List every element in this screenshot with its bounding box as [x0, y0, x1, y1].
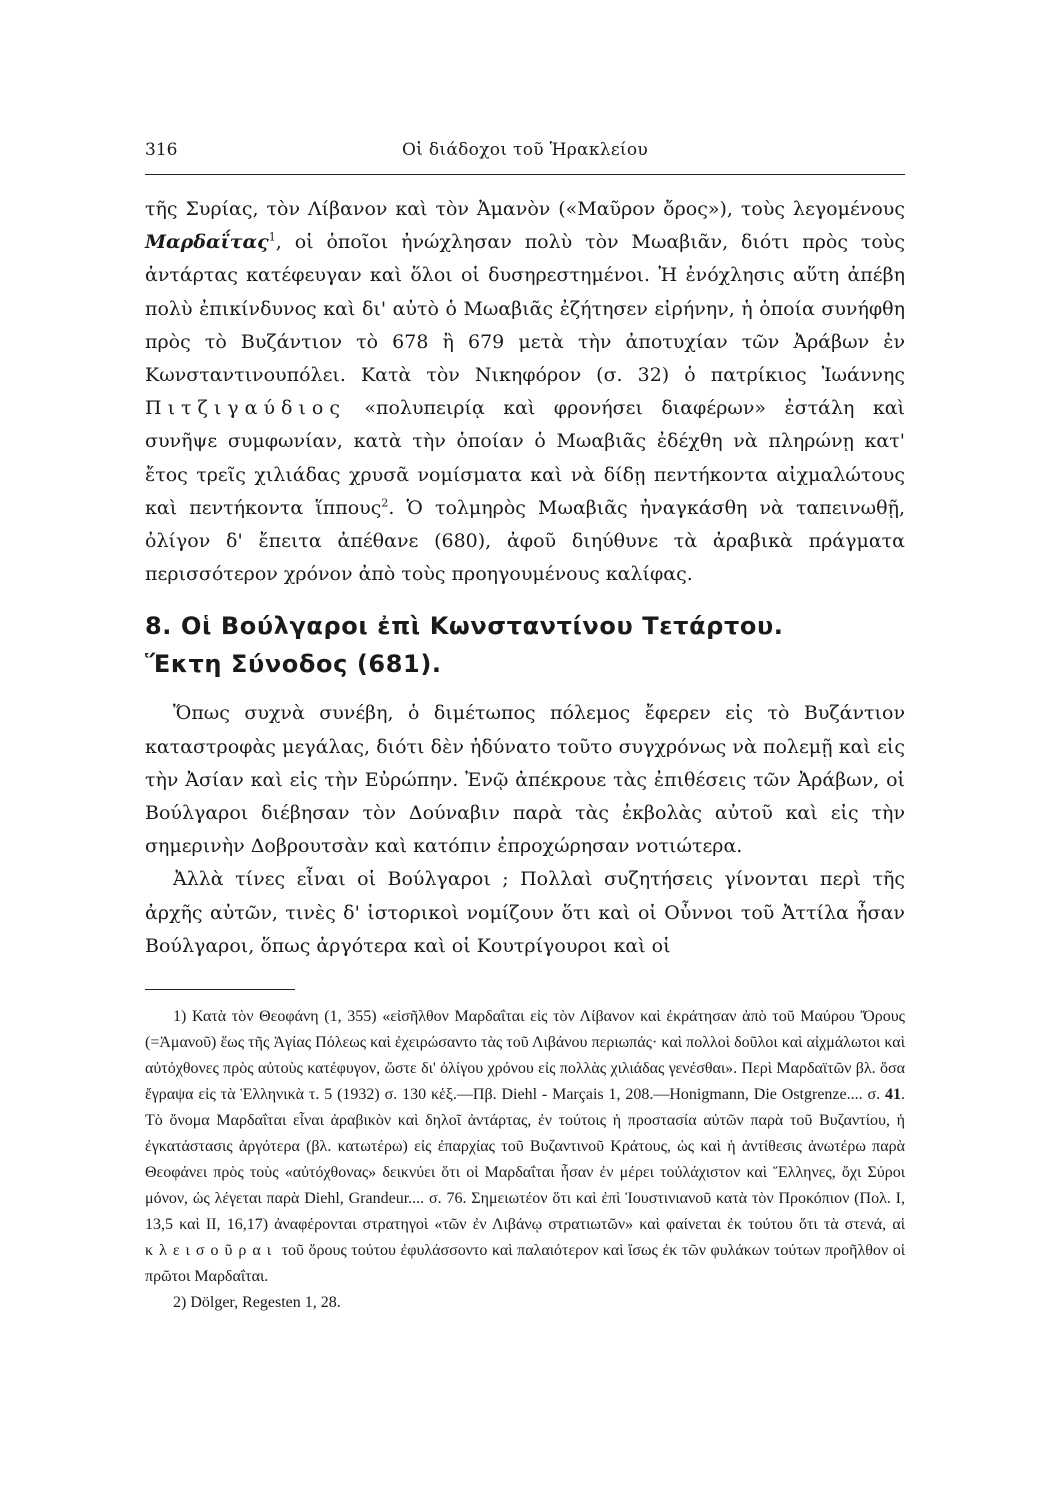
section-heading-line-2: Ἕκτη Σύνοδος (681). — [145, 650, 442, 679]
page-header — [145, 140, 905, 175]
footnote-2: 2) Dölger, Regesten 1, 28. — [173, 1294, 341, 1312]
page-number: 316 — [145, 140, 178, 160]
footnote-1: 1) Κατὰ τὸν Θεοφάνη (1, 355) «εἰσῆλθον Μαρδαΐται εἰς τὸν Λίβανον καὶ ἐκράτησαν ἀπὸ τοῦ Μαύρου Ὄρους (=Ἀμανοῦ) ἕως τῆς Ἁγίας Πόλεως καὶ ἐχειρώσαντο τὰς τοῦ Λιβάνου περιωπάς· καὶ πολλοὶ δοῦλοι καὶ αἰχμάλωτοι καὶ αὐτόχθονες πρὸς αὐτοὺς κατέφυγον, ὥστε δι' ὀλίγου χρόνου εἰς πολλὰς χιλιάδας γενέσθαι». Περὶ Μαρδαϊτῶν βλ. ὅσα ἔγραψα εἰς τὰ Ἑλληνικὰ τ. 5 (1932) σ. 130 κἑξ.—Πβ. Diehl - Marçais 1, 208.—Honigmann, Die Ostgrenze.... σ. 41. Τὸ ὄνομα Μαρδαΐται εἶναι ἀραβικὸν καὶ δηλοῖ ἀντάρτας, ἐν τούτοις ἡ προστασία αὐτῶν παρὰ τοῦ Βυζαντίου, ἡ ἐγκατάστασις ἀργότερα (βλ. κατωτέρω) εἰς ἐπαρχίας τοῦ Βυζαντινοῦ Κράτους, ὡς καὶ ἡ ἀντίθεσις ἀνωτέρω παρὰ Θεοφάνει πρὸς τοὺς «αὐτόχθονας» δεικνύει ὅτι οἱ Μαρδαΐται ἦσαν ἐν μέρει τοὐλάχιστον καὶ Ἕλληνες, ὄχι Σύροι μόνον, ὡς λέγεται παρὰ Diehl, Grandeur.... σ. 76. Σημειωτέον ὅτι καὶ ἐπὶ Ἰουστινιανοῦ κατὰ τὸν Προκόπιον (Πολ. I, 13,5 καὶ II, 16,17) ἀναφέρονται στρατηγοὶ «τῶν ἐν Λιβάνῳ στρατιωτῶν» καὶ φαίνεται ἐκ τούτου ὅτι τὰ στενά, αἱ κλεισοῦραι τοῦ ὄρους τούτου ἐφυλάσσοντο καὶ παλαιότερον καὶ ἴσως ἐκ τῶν φυλάκων τούτων προῆλθον οἱ πρῶτοι Μαρδαΐται. — [145, 1008, 905, 1286]
section-heading-line-1: 8. Οἱ Βούλγαροι ἐπὶ Κωνσταντίνου Τετάρτου. — [145, 612, 784, 641]
page — [145, 140, 905, 1316]
footnote-ref-1: 1 — [268, 230, 276, 244]
paragraph-1: τῆς Συρίας, τὸν Λίβανον καὶ τὸν Ἀμανὸν («Μαῦρον ὄρος»), τοὺς λεγομένους Μαρδαΐτας$^1$, οἱ ὁποῖοι ἠνώχλησαν πολὺ τὸν Μωαβιᾶν, διότι πρὸς τοὺς ἀντάρτας κατέφευγαν καὶ ὅλοι οἱ δυσηρεστημένοι. Ἡ ἐνόχλησις αὕτη ἀπέβη πολὺ ἐπικίνδυνος καὶ δι' αὐτὸ ὁ Μωαβιᾶς ἐζήτησεν εἰρήνην, ἡ ὁποία συνήφθη πρὸς τὸ Βυζάντιον τὸ 678 ἢ 679 μετὰ τὴν ἀποτυχίαν τῶν Ἀράβων ἐν Κωνσταντινουπόλει. Κατὰ τὸν Νικηφόρον (σ. 32) ὁ πατρίκιος Ἰωάννης Πιτζιγαύδιος «πολυπειρίᾳ καὶ φρονήσει διαφέρων» ἐστάλη καὶ συνῆψε συμφωνίαν, κατὰ τὴν ὁποίαν ὁ Μωαβιᾶς ἐδέχθη νὰ πληρώνῃ κατ' ἔτος τρεῖς χιλιάδας χρυσᾶ νομίσματα καὶ νὰ δίδῃ πεντήκοντα αἰχμαλώτους καὶ πεντήκοντα ἵππους$^2$. Ὁ τολμηρὸς Μωαβιᾶς ἠναγκάσθη νὰ ταπεινωθῇ, ὀλίγον δ' ἔπειτα ἀπέθανε (680), ἀφοῦ διηύθυνε τὰ ἀραβικὰ πράγματα περισσότερον χρόνον ἀπὸ τοὺς προηγουμένους καλίφας. — [145, 198, 905, 586]
spaced-name: Πιτζιγαύδιος — [145, 397, 346, 420]
section-heading — [145, 607, 905, 683]
emphasized-name: Μαρδαΐτας — [145, 231, 269, 254]
main-text — [145, 193, 905, 963]
spaced-word: κλεισοῦραι — [145, 1242, 278, 1260]
running-title: Οἱ διάδοχοι τοῦ Ἡρακλείου — [401, 140, 649, 160]
footnotes — [145, 1004, 905, 1316]
footnote-divider — [145, 989, 295, 990]
footnote-ref-2: 2 — [381, 496, 389, 510]
paragraph-2: Ὅπως συχνὰ συνέβη, ὁ διμέτωπος πόλεμος ἔφερεν εἰς τὸ Βυζάντιον καταστροφὰς μεγάλας, διότι δὲν ἠδύνατο τοῦτο συγχρόνως νὰ πολεμῇ καὶ εἰς τὴν Ἀσίαν καὶ εἰς τὴν Εὐρώπην. Ἐνῷ ἀπέκρουε τὰς ἐπιθέσεις τῶν Ἀράβων, οἱ Βούλγαροι διέβησαν τὸν Δούναβιν παρὰ τὰς ἐκβολὰς αὐτοῦ καὶ εἰς τὴν σημερινὴν Δοβρουτσὰν καὶ κατόπιν ἐπροχώρησαν νοτιώτερα. — [145, 702, 905, 858]
paragraph-3: Ἀλλὰ τίνες εἶναι οἱ Βούλγαροι ; Πολλαὶ συζητήσεις γίνονται περὶ τῆς ἀρχῆς αὐτῶν, τινὲς δ' ἱστορικοὶ νομίζουν ὅτι καὶ οἱ Οὖννοι τοῦ Ἀττίλα ἦσαν Βούλγαροι, ὅπως ἀργότερα καὶ οἱ Κουτρίγουροι καὶ οἱ — [145, 868, 905, 957]
